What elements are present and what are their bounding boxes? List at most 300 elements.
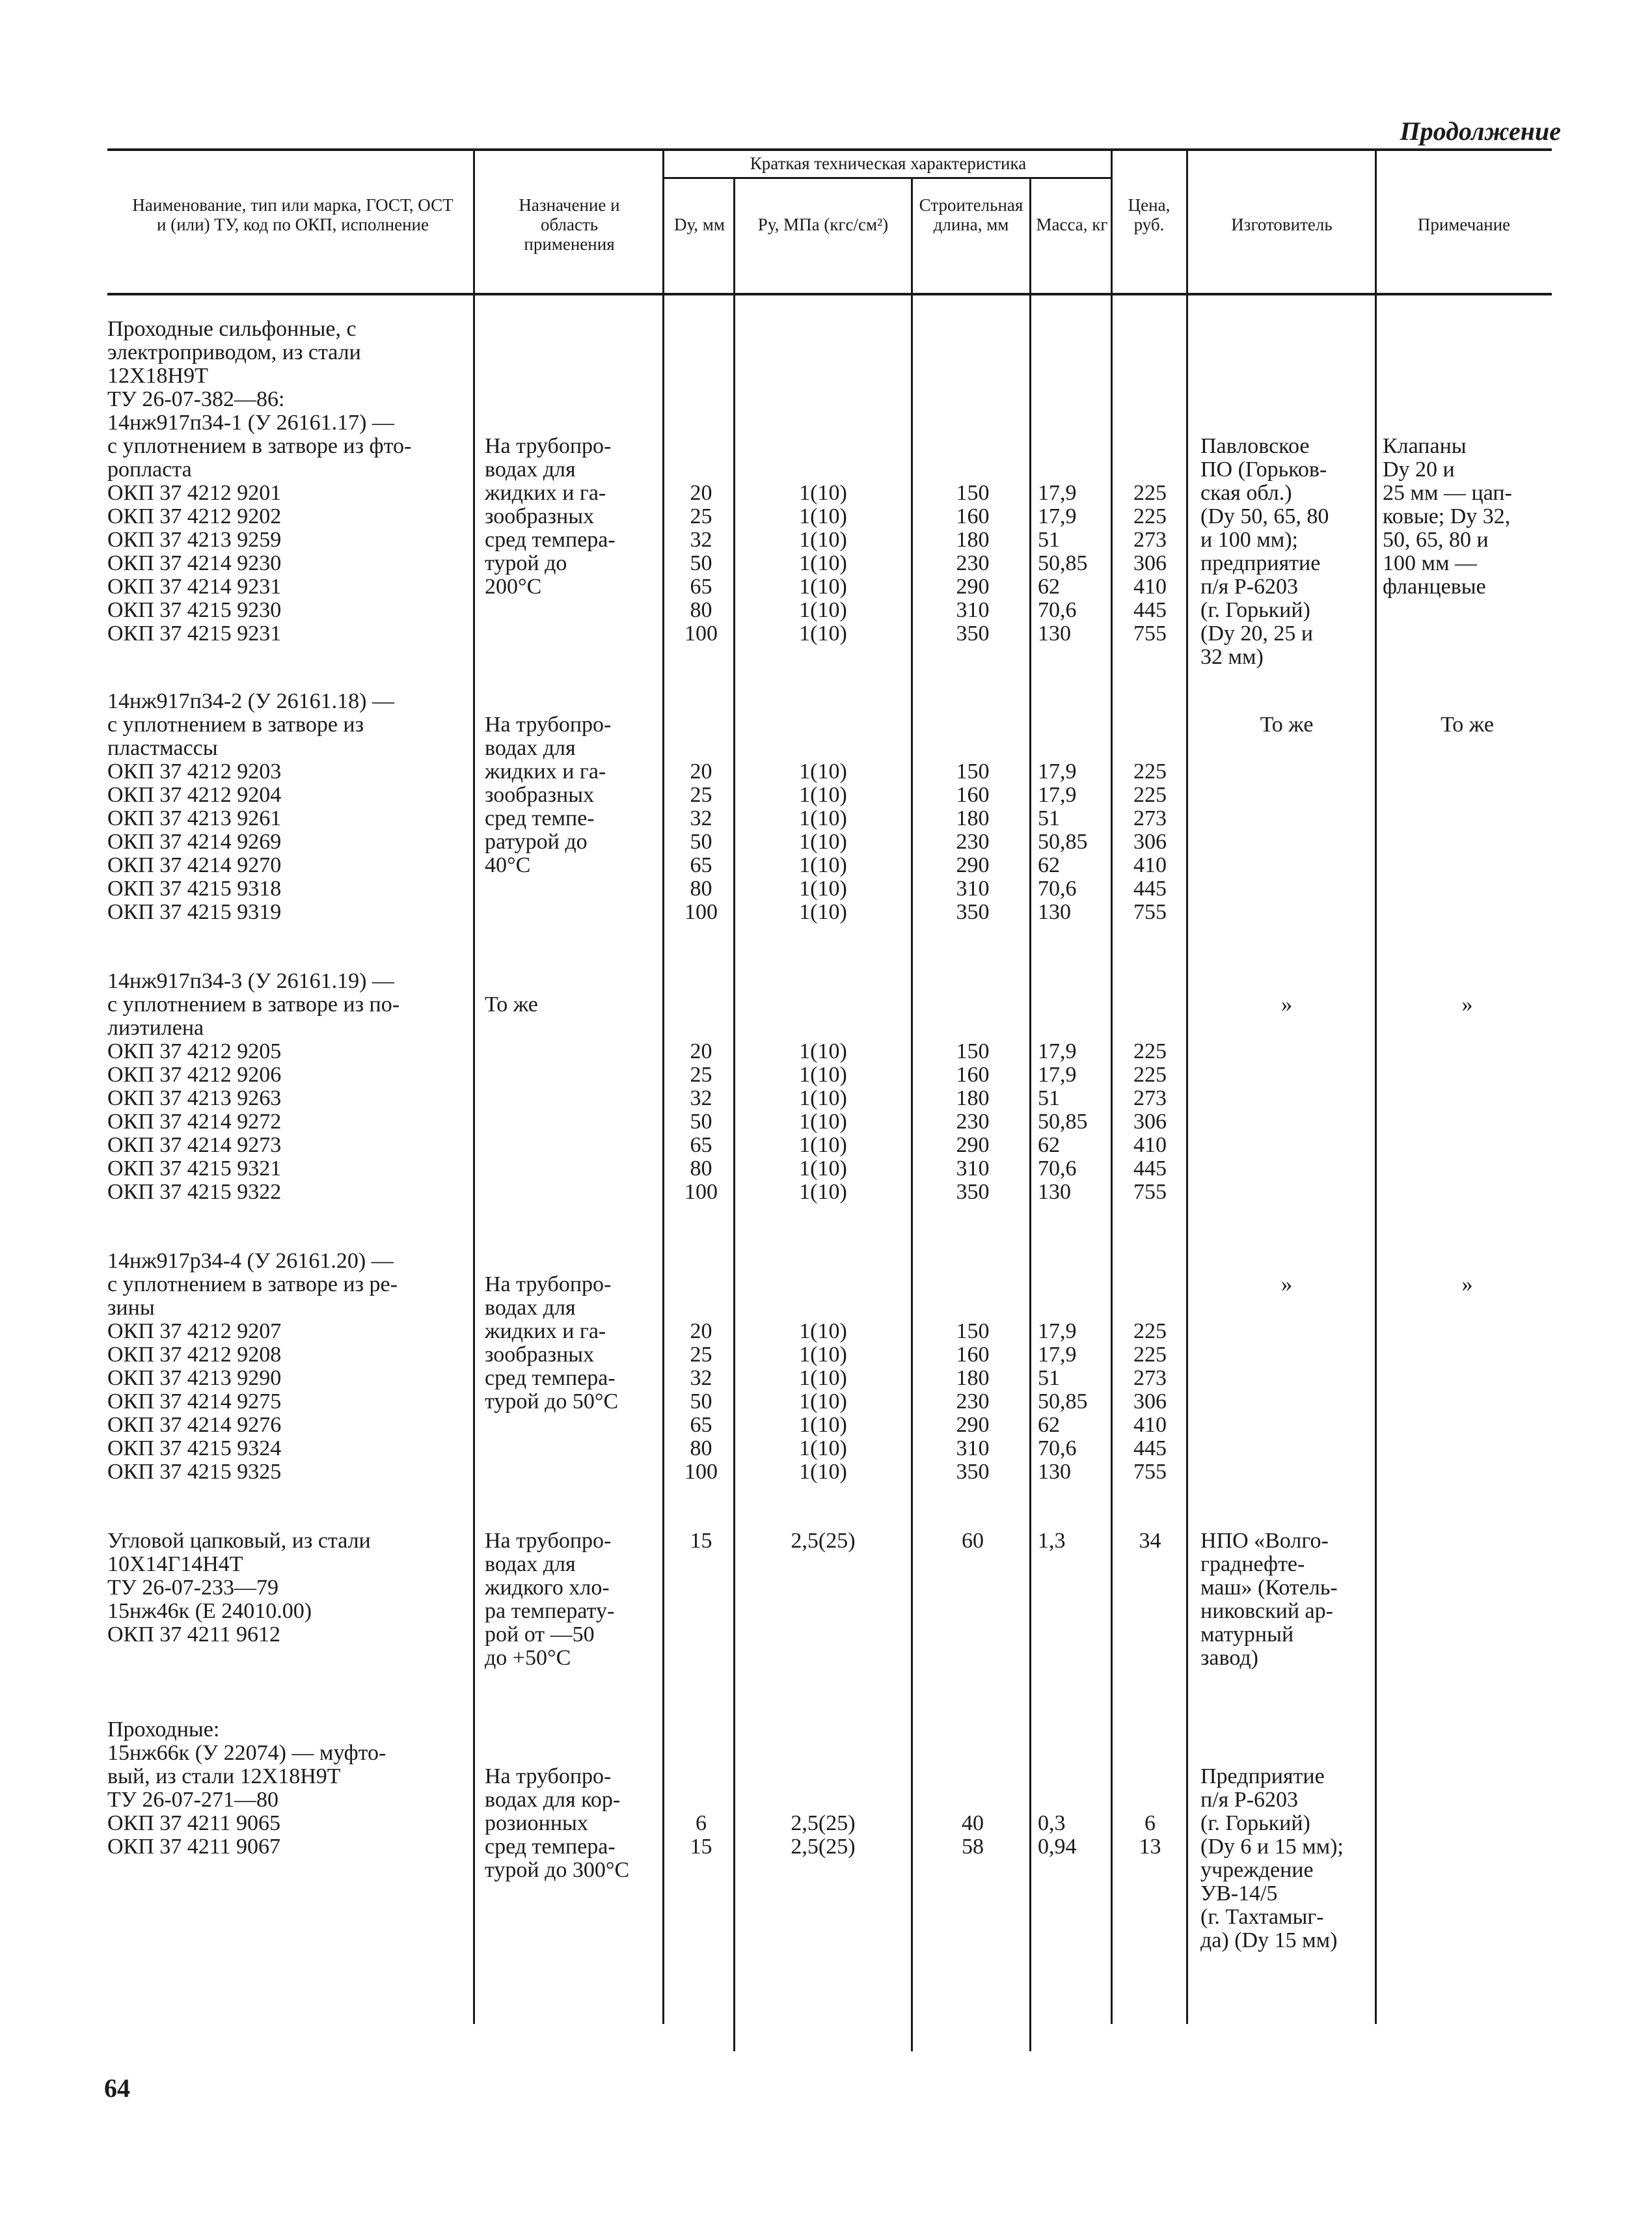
purpose-text-line: 40°С <box>485 853 531 877</box>
mass-values <box>1038 482 1109 646</box>
price-values-line: 225 <box>1133 481 1167 505</box>
header-name: Наименование, тип или марка, ГОСТ, ОСТ и (или) ТУ, код по ОКП, исполнение <box>132 195 454 234</box>
okp-code: ОКП 37 4213 9263 <box>107 1086 282 1110</box>
mass-values-line: 70,6 <box>1038 598 1077 622</box>
purpose-text-line: ра температу- <box>485 1599 615 1623</box>
note-text-line: Dу 20 и <box>1383 458 1455 482</box>
note-text <box>1383 435 1552 599</box>
price-values-line: 755 <box>1133 622 1167 646</box>
py-values-line: 1(10) <box>799 1063 847 1087</box>
maker-text-line: матурный <box>1200 1622 1294 1647</box>
price-values-line: 225 <box>1133 759 1167 784</box>
okp-code: ОКП 37 4212 9206 <box>107 1063 282 1087</box>
py-values-line: 1(10) <box>799 1460 847 1484</box>
dy-values-line: 25 <box>690 1063 712 1087</box>
column-divider <box>733 177 735 2051</box>
length-values-line: 350 <box>956 1460 990 1484</box>
note-text-line: » <box>1461 992 1473 1017</box>
purpose-text-line: турой до 300°С <box>485 1858 630 1882</box>
mass-values-line: 70,6 <box>1038 1436 1077 1460</box>
okp-code: ОКП 37 4215 9230 <box>107 598 282 622</box>
item-title-line: зины <box>107 1296 155 1320</box>
dy-values <box>670 1320 732 1484</box>
length-values-line: 180 <box>956 806 990 830</box>
length-values-line: 230 <box>956 1389 990 1414</box>
column-divider <box>662 150 664 2024</box>
item-title-line: 12Х18Н9Т <box>107 364 208 388</box>
dy-values-line: 65 <box>690 1133 712 1157</box>
okp-code: ОКП 37 4212 9202 <box>107 504 282 528</box>
price-values-line: 306 <box>1133 551 1167 575</box>
length-values <box>924 482 1022 646</box>
py-values-line: 1(10) <box>799 1389 847 1414</box>
mass-values <box>1038 1040 1109 1204</box>
length-values-line: 40 <box>962 1811 984 1835</box>
py-values-line: 1(10) <box>799 1133 847 1157</box>
header-tech-group: Краткая техническая характеристика <box>750 154 1027 173</box>
py-values <box>742 1040 904 1204</box>
mass-values-line: 51 <box>1038 1366 1060 1390</box>
okp-code: ОКП 37 4214 9231 <box>107 575 282 599</box>
item-title-line: 10Х14Г14Н4Т <box>107 1552 243 1576</box>
item-title-line: ропласта <box>107 458 192 482</box>
price-values <box>1116 1320 1184 1484</box>
mass-values-line: 51 <box>1038 528 1060 552</box>
purpose-text-line: То же <box>485 992 538 1017</box>
dy-values-line: 20 <box>690 1039 712 1063</box>
note-text-line: 25 мм — цап- <box>1383 481 1512 505</box>
dy-values-line: 100 <box>684 622 718 646</box>
length-values-line: 310 <box>956 598 990 622</box>
price-values-line: 755 <box>1133 1460 1167 1484</box>
purpose-text-line: сред темпера- <box>485 528 616 552</box>
mass-values-line: 130 <box>1038 1460 1071 1484</box>
mass-values-line: 17,9 <box>1038 1343 1077 1367</box>
length-values-line: 150 <box>956 1039 990 1063</box>
mass-values-line: 17,9 <box>1038 759 1077 784</box>
okp-code: ОКП 37 4213 9290 <box>107 1366 282 1390</box>
price-values-line: 225 <box>1133 504 1167 528</box>
dy-values <box>670 1040 732 1204</box>
purpose-text-line: жидких и га- <box>485 759 606 784</box>
okp-code: ОКП 37 4214 9230 <box>107 551 282 575</box>
header-py: Pу, МПа (кгс/см²) <box>757 215 889 234</box>
price-values-line: 225 <box>1133 1039 1167 1063</box>
item-title-line: 15нж46к (Е 24010.00) <box>107 1599 312 1623</box>
mass-values-line: 130 <box>1038 900 1071 924</box>
mass-values-line: 0,94 <box>1038 1835 1077 1859</box>
py-values-line: 1(10) <box>799 877 847 901</box>
header-note: Примечание <box>1417 215 1511 234</box>
item-name <box>107 690 468 924</box>
mass-values-line: 62 <box>1038 853 1060 877</box>
length-values-line: 310 <box>956 1436 990 1460</box>
length-values-line: 350 <box>956 1180 990 1204</box>
price-values-line: 34 <box>1139 1529 1161 1553</box>
dy-values-line: 80 <box>690 1436 712 1460</box>
dy-values-line: 65 <box>690 1413 712 1437</box>
py-values-line: 1(10) <box>799 528 847 552</box>
maker-text-line: Павловское <box>1200 434 1310 458</box>
price-values-line: 306 <box>1133 1389 1167 1414</box>
maker-text-line: завод) <box>1200 1646 1258 1670</box>
price-values-line: 445 <box>1133 598 1167 622</box>
maker-text <box>1200 993 1373 1017</box>
price-values-line: 410 <box>1133 575 1167 599</box>
item-title-line: с уплотнением в затворе из фто- <box>107 434 412 458</box>
header-bottom-rule <box>107 293 1552 295</box>
dy-values-line: 25 <box>690 1343 712 1367</box>
length-values <box>924 760 1022 924</box>
mass-values-line: 17,9 <box>1038 783 1077 807</box>
maker-text-line: да) (Dу 15 мм) <box>1200 1928 1338 1952</box>
length-values-line: 180 <box>956 528 990 552</box>
dy-values-line: 65 <box>690 575 712 599</box>
item-title-line: ТУ 26-07-271—80 <box>107 1788 278 1812</box>
okp-code: ОКП 37 4215 9321 <box>107 1156 282 1181</box>
purpose-text-line: жидких и га- <box>485 1319 606 1343</box>
dy-values-line: 32 <box>690 806 712 830</box>
purpose-text-line: водах для кор- <box>485 1788 621 1812</box>
py-values-line: 1(10) <box>799 622 847 646</box>
price-values <box>1116 1812 1184 1859</box>
py-values-line: 1(10) <box>799 1413 847 1437</box>
length-values-line: 290 <box>956 853 990 877</box>
py-values-line: 1(10) <box>799 1343 847 1367</box>
purpose-text <box>485 1273 660 1414</box>
header-length: Строительная длина, мм <box>919 195 1023 234</box>
item-title-line: с уплотнением в затворе из по- <box>107 992 400 1017</box>
mass-values-line: 50,85 <box>1038 1110 1088 1134</box>
dy-values-line: 32 <box>690 1086 712 1110</box>
length-values-line: 310 <box>956 877 990 901</box>
dy-values-line: 65 <box>690 853 712 877</box>
price-values-line: 410 <box>1133 1413 1167 1437</box>
mass-values-line: 17,9 <box>1038 1319 1077 1343</box>
item-name <box>107 1529 468 1647</box>
item-title-line: вый, из стали 12Х18Н9Т <box>107 1764 341 1788</box>
purpose-text-line: 200°С <box>485 575 542 599</box>
mass-values-line: 0,3 <box>1038 1811 1066 1835</box>
item-title-line: Угловой цапковый, из стали <box>107 1529 371 1553</box>
py-values-line: 1(10) <box>799 504 847 528</box>
mass-values-line: 17,9 <box>1038 504 1077 528</box>
okp-code: ОКП 37 4215 9325 <box>107 1460 282 1484</box>
dy-values <box>670 1529 732 1553</box>
note-text-line: То же <box>1441 713 1494 737</box>
dy-values-line: 32 <box>690 528 712 552</box>
price-values-line: 273 <box>1133 1086 1167 1110</box>
purpose-text-line: На трубопро- <box>485 1529 612 1553</box>
purpose-text-line: зообразных <box>485 1343 595 1367</box>
py-values-line: 1(10) <box>799 575 847 599</box>
purpose-text-line: водах для <box>485 1552 576 1576</box>
py-values-line: 1(10) <box>799 598 847 622</box>
mass-values-line: 50,85 <box>1038 551 1088 575</box>
dy-values <box>670 760 732 924</box>
item-title-line: с уплотнением в затворе из <box>107 713 364 737</box>
mass-values-line: 17,9 <box>1038 1039 1077 1063</box>
py-values-line: 1(10) <box>799 830 847 854</box>
maker-text-line: ская обл.) <box>1200 481 1292 505</box>
okp-code: ОКП 37 4214 9273 <box>107 1133 282 1157</box>
item-title-line: с уплотнением в затворе из ре- <box>107 1272 398 1296</box>
purpose-text-line: водах для <box>485 458 576 482</box>
length-values-line: 310 <box>956 1156 990 1181</box>
length-values-line: 150 <box>956 759 990 784</box>
dy-values <box>670 482 732 646</box>
maker-text-line: » <box>1281 992 1292 1017</box>
py-values-line: 1(10) <box>799 853 847 877</box>
dy-values-line: 20 <box>690 759 712 784</box>
okp-code: ОКП 37 4213 9259 <box>107 528 282 552</box>
mass-values <box>1038 760 1109 924</box>
purpose-text-line: На трубопро- <box>485 1272 612 1296</box>
price-values-line: 755 <box>1133 900 1167 924</box>
purpose-text-line: розионных <box>485 1811 588 1835</box>
okp-code: ОКП 37 4215 9318 <box>107 877 282 901</box>
dy-values-line: 80 <box>690 598 712 622</box>
dy-values-line: 15 <box>690 1529 712 1553</box>
purpose-text <box>485 1765 660 1882</box>
maker-text-line: граднефте- <box>1200 1552 1305 1576</box>
column-divider <box>1375 150 1377 2024</box>
item-title-line: 15нж66к (У 22074) — муфто- <box>107 1741 386 1765</box>
dy-values-line: 50 <box>690 1110 712 1134</box>
price-values-line: 445 <box>1133 877 1167 901</box>
length-values <box>924 1812 1022 1859</box>
column-divider <box>1111 150 1113 2024</box>
note-text-line: ковые; Dу 32, <box>1383 504 1511 528</box>
purpose-text-line: сред темпе- <box>485 806 595 830</box>
length-values-line: 180 <box>956 1086 990 1110</box>
maker-text-line: » <box>1281 1272 1292 1296</box>
py-values-line: 1(10) <box>799 1086 847 1110</box>
item-title-line: Проходные: <box>107 1717 220 1742</box>
maker-text <box>1200 435 1373 669</box>
length-values-line: 290 <box>956 1413 990 1437</box>
length-values-line: 230 <box>956 551 990 575</box>
okp-code: ОКП 37 4212 9205 <box>107 1039 282 1063</box>
item-title-line: электроприводом, из стали <box>107 340 361 364</box>
note-text-line: 50, 65, 80 и <box>1383 528 1489 552</box>
dy-values-line: 50 <box>690 1389 712 1414</box>
maker-text-line: 32 мм) <box>1200 645 1264 669</box>
dy-values-line: 50 <box>690 551 712 575</box>
price-values <box>1116 1040 1184 1204</box>
mass-values <box>1038 1320 1109 1484</box>
length-values-line: 350 <box>956 900 990 924</box>
purpose-text-line: сред темпера- <box>485 1835 616 1859</box>
dy-values-line: 100 <box>684 1460 718 1484</box>
maker-text-line: (Dу 6 и 15 мм); <box>1200 1835 1344 1859</box>
purpose-text-line: На трубопро- <box>485 1764 612 1788</box>
item-name <box>107 1250 468 1484</box>
maker-text-line: (г. Тахтамыг- <box>1200 1905 1324 1929</box>
tech-group-rule <box>662 177 1111 179</box>
py-values-line: 1(10) <box>799 551 847 575</box>
py-values-line: 1(10) <box>799 1319 847 1343</box>
mass-values <box>1038 1529 1109 1553</box>
dy-values-line: 100 <box>684 900 718 924</box>
purpose-text-line: до +50°С <box>485 1646 571 1670</box>
item-title-line: лиэтилена <box>107 1016 204 1040</box>
table-top-rule <box>107 148 1552 151</box>
dy-values-line: 32 <box>690 1366 712 1390</box>
item-name <box>107 1718 468 1859</box>
mass-values-line: 70,6 <box>1038 1156 1077 1181</box>
maker-text-line: предприятие <box>1200 551 1321 575</box>
dy-values <box>670 1812 732 1859</box>
mass-values-line: 51 <box>1038 1086 1060 1110</box>
okp-code: ОКП 37 4211 9067 <box>107 1835 281 1859</box>
item-title-line: Проходные сильфонные, с <box>107 317 357 341</box>
note-text <box>1383 713 1552 737</box>
mass-values-line: 62 <box>1038 1133 1060 1157</box>
price-values-line: 225 <box>1133 1319 1167 1343</box>
py-values-line: 2,5(25) <box>791 1811 856 1835</box>
item-name <box>107 318 468 646</box>
price-values-line: 225 <box>1133 1343 1167 1367</box>
header-mass: Масса, кг <box>1036 215 1108 234</box>
maker-text-line: НПО «Волго- <box>1200 1529 1329 1553</box>
price-values-line: 306 <box>1133 830 1167 854</box>
purpose-text <box>485 993 660 1017</box>
py-values-line: 1(10) <box>799 1156 847 1181</box>
note-text-line: » <box>1461 1272 1473 1296</box>
price-values-line: 445 <box>1133 1156 1167 1181</box>
price-values <box>1116 1529 1184 1553</box>
py-values-line: 1(10) <box>799 1180 847 1204</box>
mass-values <box>1038 1812 1109 1859</box>
length-values-line: 150 <box>956 1319 990 1343</box>
okp-code: ОКП 37 4212 9207 <box>107 1319 282 1343</box>
purpose-text-line: сред темпера- <box>485 1366 616 1390</box>
maker-text-line: ПО (Горьков- <box>1200 458 1327 482</box>
price-values-line: 755 <box>1133 1180 1167 1204</box>
purpose-text-line: водах для <box>485 736 576 760</box>
py-values-line: 1(10) <box>799 783 847 807</box>
mass-values-line: 70,6 <box>1038 877 1077 901</box>
mass-values-line: 130 <box>1038 1180 1071 1204</box>
length-values-line: 160 <box>956 1063 990 1087</box>
dy-values-line: 20 <box>690 1319 712 1343</box>
okp-code: ОКП 37 4215 9231 <box>107 622 282 646</box>
note-text <box>1383 993 1552 1017</box>
item-title-line: ТУ 26-07-382—86: <box>107 387 285 411</box>
mass-values-line: 50,85 <box>1038 830 1088 854</box>
maker-text <box>1200 1529 1373 1670</box>
py-values-line: 1(10) <box>799 900 847 924</box>
okp-code: ОКП 37 4212 9204 <box>107 783 282 807</box>
purpose-text-line: водах для <box>485 1296 576 1320</box>
maker-text-line: То же <box>1260 713 1314 737</box>
price-values-line: 410 <box>1133 853 1167 877</box>
price-values-line: 13 <box>1139 1835 1161 1859</box>
item-title-line: 14нж917п34-2 (У 26161.18) — <box>107 689 394 713</box>
length-values-line: 160 <box>956 783 990 807</box>
continued-label: Продолжение <box>1400 116 1561 146</box>
item-name <box>107 970 468 1204</box>
purpose-text-line: жидкого хло- <box>485 1576 610 1600</box>
length-values-line: 58 <box>962 1835 984 1859</box>
note-text <box>1383 1273 1552 1296</box>
okp-code: ОКП 37 4214 9276 <box>107 1413 282 1437</box>
dy-values-line: 20 <box>690 481 712 505</box>
column-divider <box>1186 150 1188 2024</box>
maker-text-line: никовский ар- <box>1200 1599 1333 1623</box>
mass-values-line: 1,3 <box>1038 1529 1066 1553</box>
py-values <box>742 482 904 646</box>
okp-code: ОКП 37 4215 9324 <box>107 1436 282 1460</box>
maker-text-line: п/я Р-6203 <box>1200 1788 1299 1812</box>
length-values-line: 150 <box>956 481 990 505</box>
dy-values-line: 80 <box>690 877 712 901</box>
note-text-line: фланцевые <box>1383 575 1486 599</box>
maker-text-line: (г. Горький) <box>1200 1811 1310 1835</box>
price-values-line: 225 <box>1133 783 1167 807</box>
purpose-text <box>485 1529 660 1670</box>
price-values <box>1116 482 1184 646</box>
item-title-line: 14нж917п34-3 (У 26161.19) — <box>107 969 394 993</box>
py-values <box>742 1320 904 1484</box>
okp-code: ОКП 37 4212 9203 <box>107 759 282 784</box>
length-values-line: 230 <box>956 1110 990 1134</box>
price-values-line: 273 <box>1133 528 1167 552</box>
maker-text-line: (Dу 20, 25 и <box>1200 622 1314 646</box>
okp-code: ОКП 37 4213 9261 <box>107 806 282 830</box>
okp-code: ОКП 37 4214 9270 <box>107 853 282 877</box>
maker-text <box>1200 1273 1373 1296</box>
length-values-line: 350 <box>956 622 990 646</box>
column-divider <box>473 150 475 2024</box>
price-values-line: 273 <box>1133 806 1167 830</box>
py-values-line: 1(10) <box>799 1039 847 1063</box>
length-values-line: 160 <box>956 504 990 528</box>
purpose-text-line: На трубопро- <box>485 434 612 458</box>
maker-text-line: п/я Р-6203 <box>1200 575 1299 599</box>
price-values-line: 410 <box>1133 1133 1167 1157</box>
length-values <box>924 1529 1022 1553</box>
maker-text-line: и 100 мм); <box>1200 528 1298 552</box>
okp-code: ОКП 37 4214 9269 <box>107 830 282 854</box>
py-values <box>742 1529 904 1553</box>
maker-text-line: (г. Горький) <box>1200 598 1310 622</box>
column-divider <box>1029 177 1031 2051</box>
py-values <box>742 760 904 924</box>
okp-code: ОКП 37 4215 9322 <box>107 1180 282 1204</box>
mass-values-line: 17,9 <box>1038 1063 1077 1087</box>
purpose-text-line: ратурой до <box>485 830 588 854</box>
note-text-line: Клапаны <box>1383 434 1467 458</box>
mass-values-line: 62 <box>1038 1413 1060 1437</box>
dy-values-line: 80 <box>690 1156 712 1181</box>
purpose-text-line: жидких и га- <box>485 481 606 505</box>
item-title-line: 14нж917п34-1 (У 26161.17) — <box>107 411 394 435</box>
purpose-text-line: На трубопро- <box>485 713 612 737</box>
maker-text <box>1200 713 1373 737</box>
mass-values-line: 62 <box>1038 575 1060 599</box>
page-number: 64 <box>104 2073 130 2103</box>
purpose-text-line: рой от —50 <box>485 1622 595 1647</box>
py-values-line: 1(10) <box>799 806 847 830</box>
py-values-line: 1(10) <box>799 481 847 505</box>
length-values-line: 60 <box>962 1529 984 1553</box>
okp-code: ОКП 37 4212 9201 <box>107 481 282 505</box>
mass-values-line: 17,9 <box>1038 481 1077 505</box>
dy-values-line: 50 <box>690 830 712 854</box>
maker-text <box>1200 1765 1373 1952</box>
